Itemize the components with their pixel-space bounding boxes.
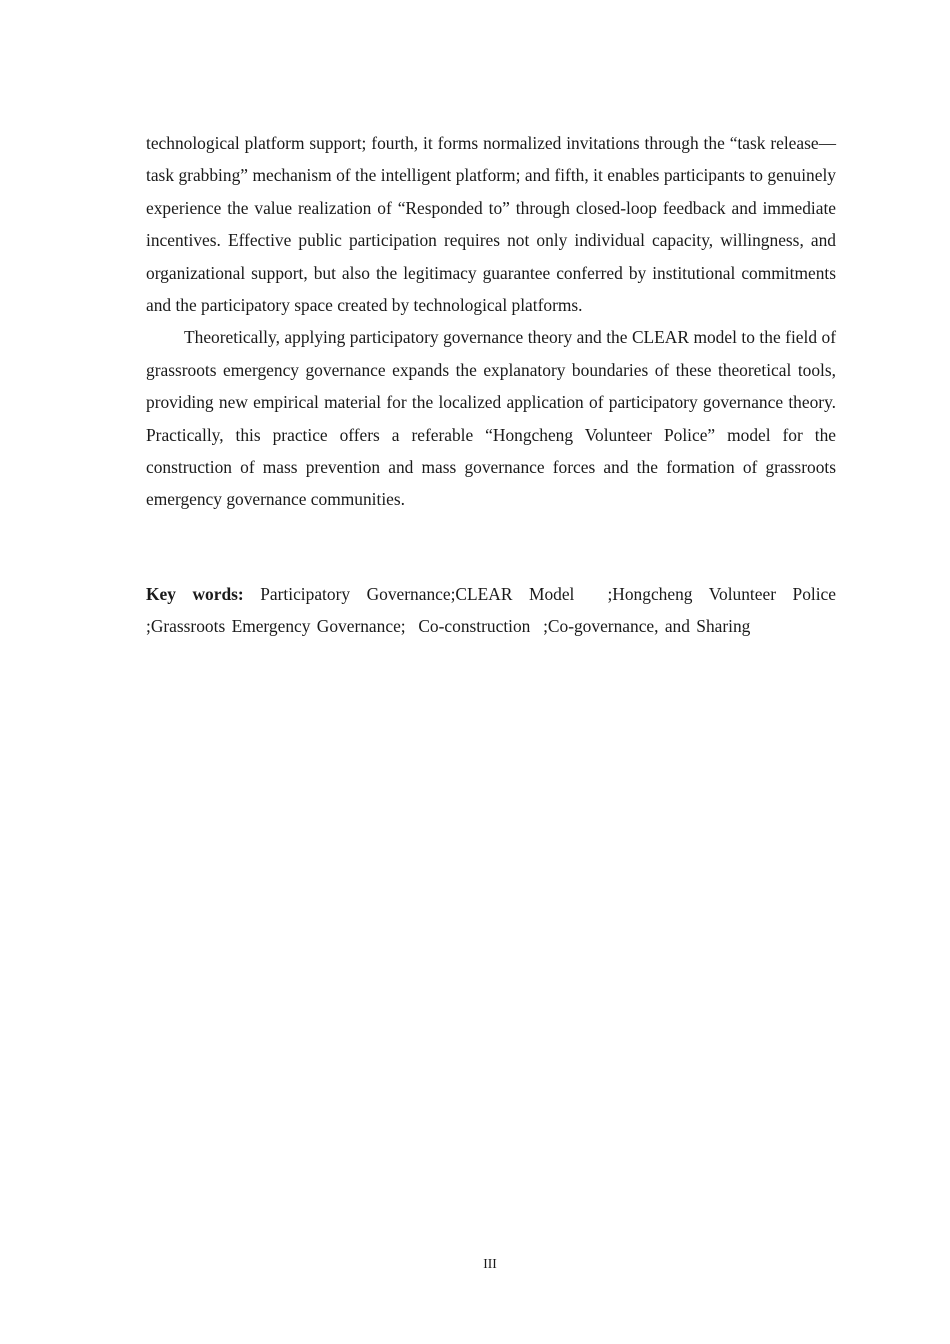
paragraph-continuation: technological platform support; fourth, it forms normalized invitations through the “task release—task grabbing” mechanism of the intelligent platform; and fifth, it enables participants to genuinely experience the value realization of “Responded to” through closed-loop feedback and immediate incentives. Effective public participation requires not only individual capacity, willingness, and organizational support, but also the legitimacy guarantee conferred by institutional commitments and the participatory space created by technological platforms. bbox=[146, 133, 836, 316]
paragraph-theoretical-practical: Theoretically, applying participatory governance theory and the CLEAR model to the field of grassroots emergency governance expands the explanatory boundaries of these theoretical tools, providing new empirical material for the localized application of participatory governance theory. Practically, this practice offers a referable “Hongcheng Volunteer Police” model for the construction of mass prevention and mass governance forces and the formation of grassroots emergency governance communities. bbox=[146, 327, 836, 510]
keywords-block bbox=[146, 578, 843, 643]
abstract-body bbox=[146, 127, 836, 516]
keywords-text: Participatory Governance;CLEAR Model ;Hongcheng Volunteer Police ;Grassroots Emergency Governance; Co-construction ;Co-governance, and Sharing bbox=[146, 584, 843, 637]
page-number: III bbox=[483, 1256, 497, 1271]
keywords-label: Key words: bbox=[146, 584, 244, 604]
